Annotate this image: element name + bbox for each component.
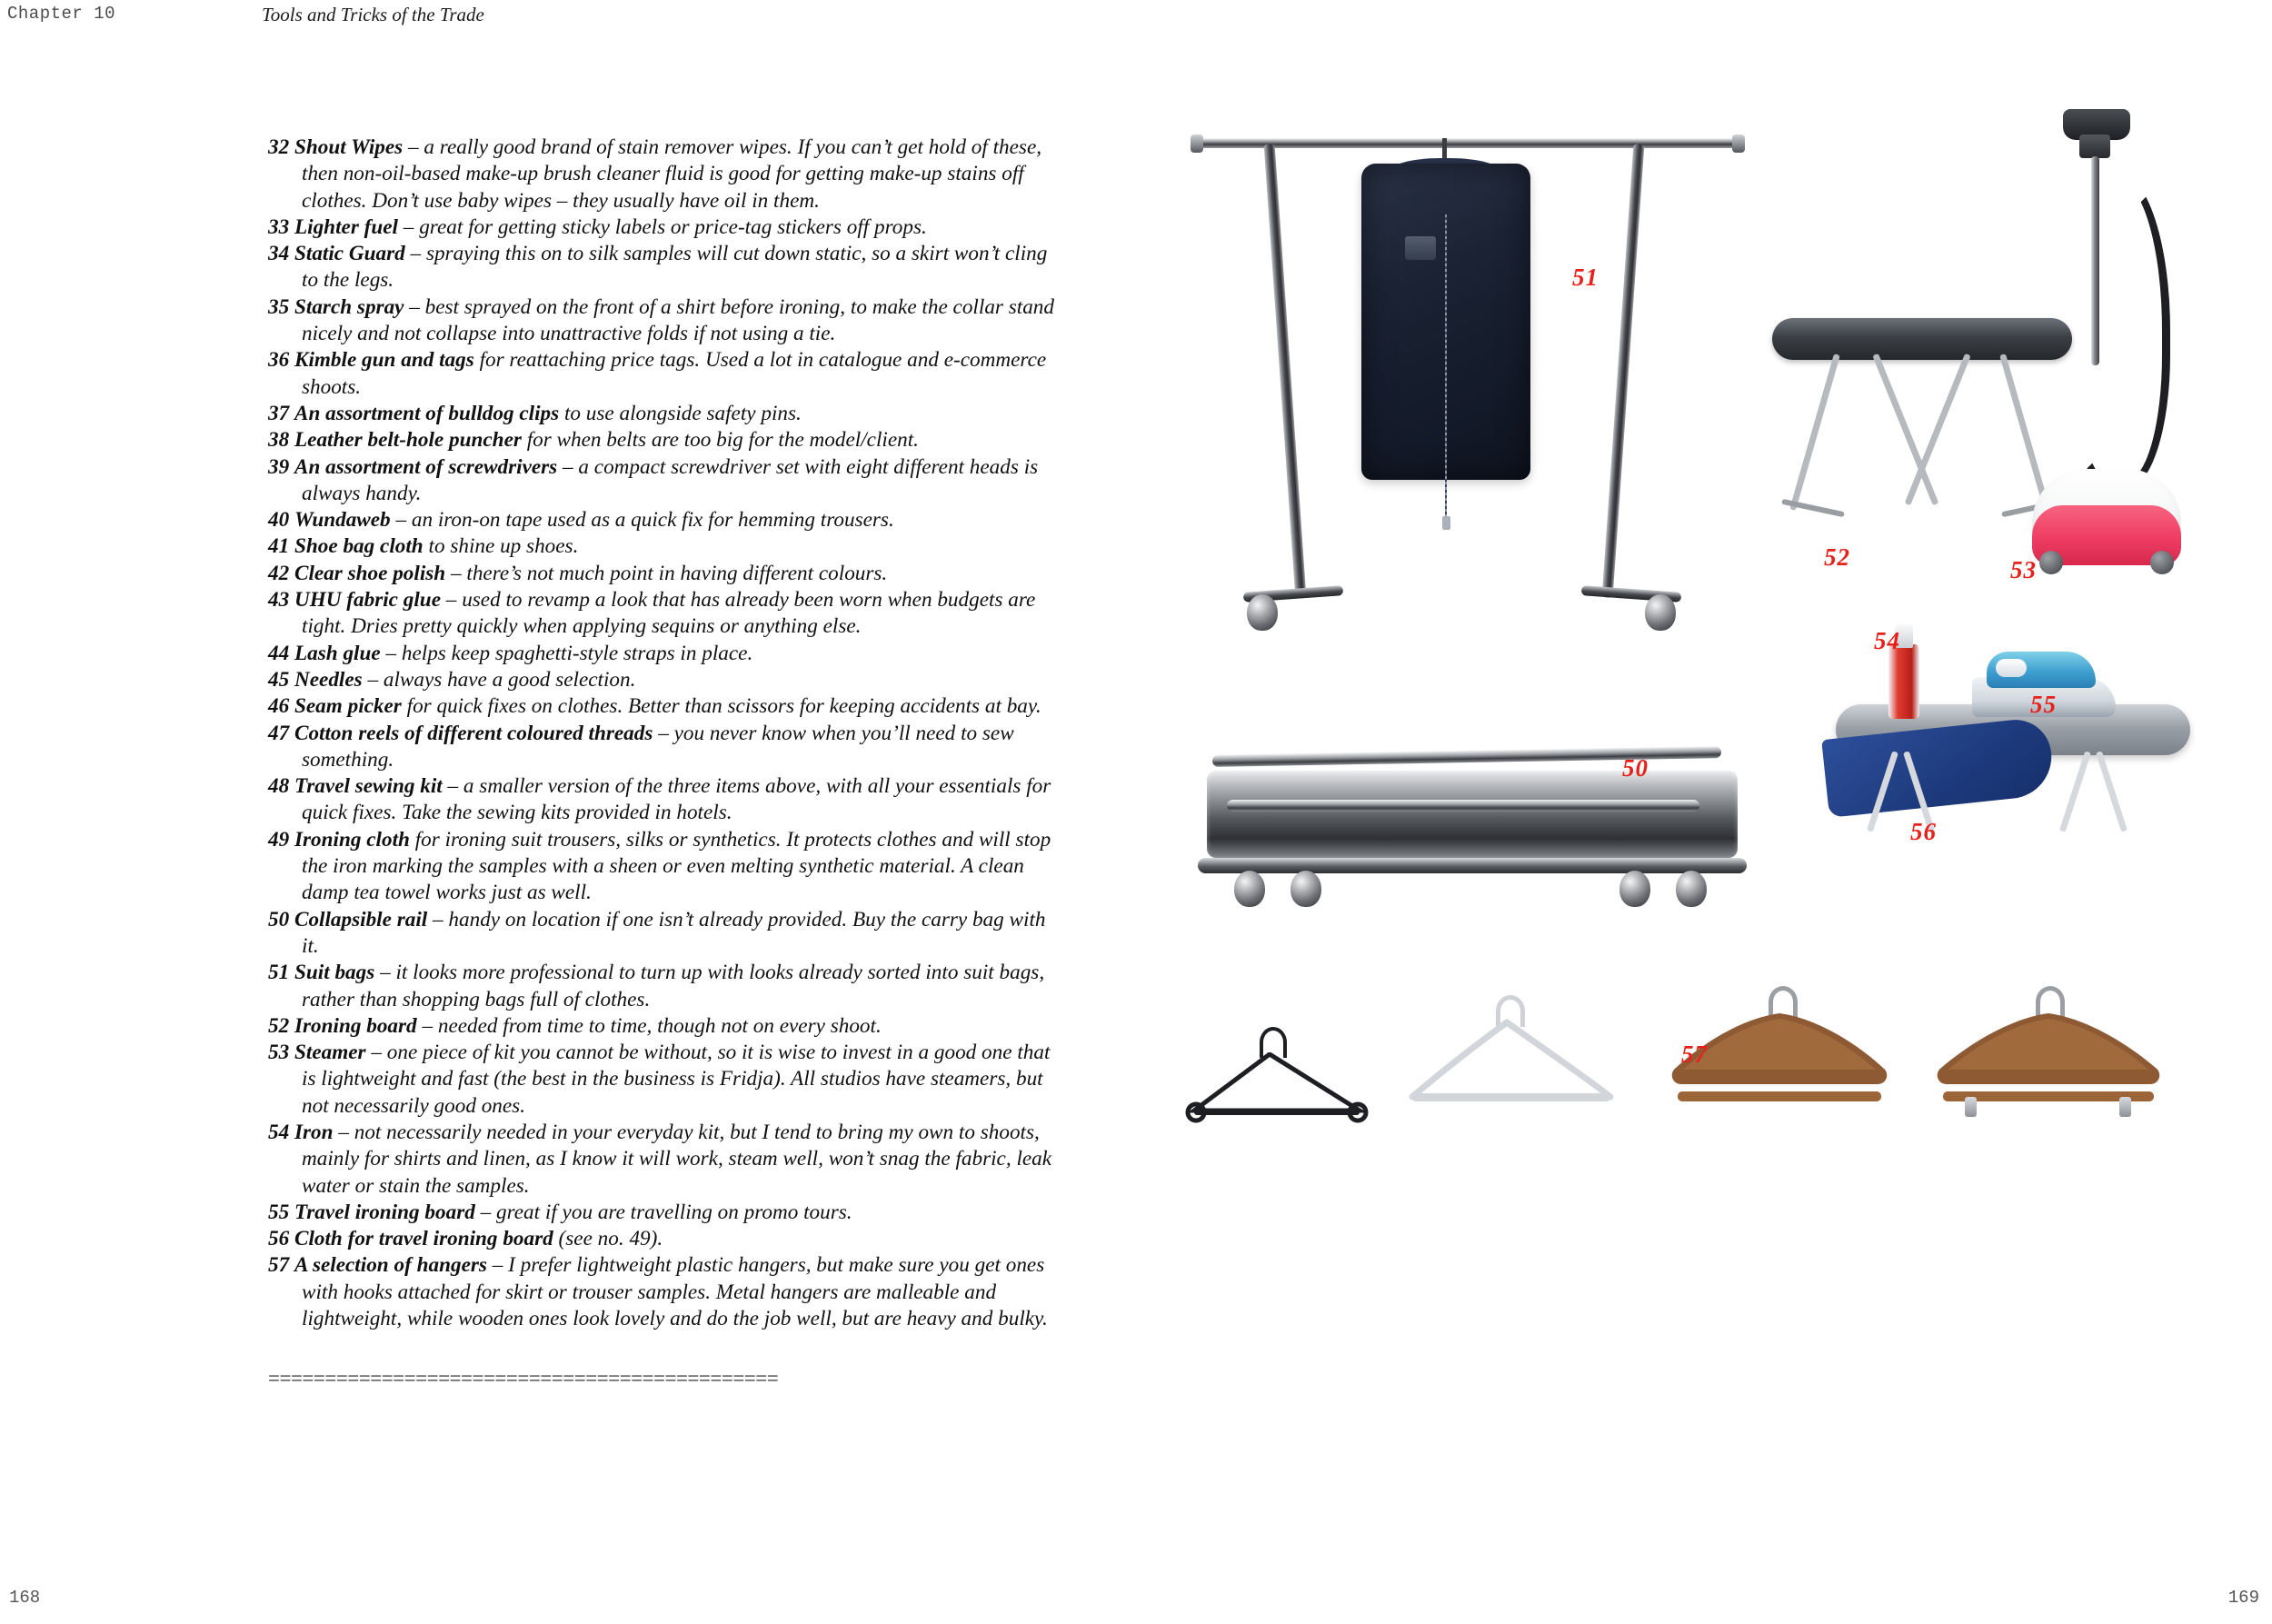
list-item-number: 43 bbox=[268, 588, 290, 613]
list-item-term: An assortment of bulldog clips bbox=[294, 401, 560, 425]
list-item-term: Steamer bbox=[294, 1041, 366, 1065]
rail-upright-left bbox=[1264, 144, 1307, 598]
list-item-term: Cotton reels of different coloured threads bbox=[294, 721, 653, 745]
list-item-description: – always have a good selection. bbox=[362, 667, 636, 692]
hanger-white-outline bbox=[1398, 1019, 1625, 1128]
list-item-term: Lighter fuel bbox=[294, 214, 398, 239]
list-item-description: – helps keep spaghetti-style straps in place. bbox=[380, 641, 753, 665]
list-item-number: 33 bbox=[268, 214, 290, 239]
hanger-white-wire bbox=[1398, 995, 1625, 1131]
travel-ironing-board-photo bbox=[1809, 641, 2208, 868]
suit-bag bbox=[1361, 164, 1530, 480]
list-item-term: Shout Wipes bbox=[294, 135, 404, 159]
list-item-number: 34 bbox=[268, 242, 290, 266]
ironing-board-leg-c bbox=[1872, 354, 1938, 506]
collapsible-rail-photo bbox=[1191, 745, 1754, 945]
collapsed-rail-tube-mid bbox=[1227, 800, 1699, 812]
list-item-description: – best sprayed on the front of a shirt before ironing, to make the collar stand nicely and not collapse into unattractive folds if not using a tie. bbox=[302, 294, 1054, 346]
list-item-number: 44 bbox=[268, 641, 290, 665]
running-head-chapter: Chapter 10 bbox=[7, 4, 116, 24]
list-item-term: Collapsible rail bbox=[294, 907, 428, 932]
list-item-number: 55 bbox=[268, 1200, 290, 1224]
collapsed-rail-caster-left bbox=[1234, 871, 1265, 907]
folio-left-page: 168 bbox=[9, 1588, 41, 1608]
travel-board-leg-d bbox=[2059, 751, 2091, 832]
rail-end-cap-right bbox=[1732, 135, 1745, 153]
list-item-description: – not necessarily needed in your everyday kit, but I tend to bring my own to shoots, mainly for shirts and linen, as I know it will work, steam well, won’t snag the fabric, leak water or stain the samples. bbox=[302, 1120, 1052, 1198]
list-item bbox=[268, 907, 1054, 961]
steamer-nozzle bbox=[2079, 135, 2110, 158]
list-item bbox=[268, 827, 1054, 907]
hanger-clip-right bbox=[2119, 1097, 2131, 1117]
list-item bbox=[268, 507, 1054, 533]
ironing-board-leg-a bbox=[1789, 354, 1840, 511]
hanger-black-plastic bbox=[1181, 1027, 1372, 1145]
list-item-number: 50 bbox=[268, 907, 290, 932]
travel-board-leg-b bbox=[2096, 751, 2128, 832]
list-item bbox=[268, 667, 1054, 693]
callout-50: 50 bbox=[1622, 754, 1649, 782]
collapsed-rail-caster-right bbox=[1619, 871, 1650, 907]
hanger-wooden-with-clips bbox=[1927, 986, 2172, 1131]
list-item-description: to use alongside safety pins. bbox=[559, 401, 802, 425]
list-item-term: Cloth for travel ironing board bbox=[294, 1227, 553, 1251]
list-item bbox=[268, 1226, 1054, 1252]
callout-56: 56 bbox=[1910, 818, 1937, 845]
list-item-term: Lash glue bbox=[294, 641, 381, 665]
hanger-clip-shape bbox=[1927, 1008, 2172, 1121]
list-item-description: – used to revamp a look that has already been worn when budgets are tight. Dries pretty quickly when applying sequins or anything else. bbox=[302, 588, 1036, 639]
list-item bbox=[268, 641, 1054, 667]
list-item-description: – handy on location if one isn’t already provided. Buy the carry bag with it. bbox=[302, 907, 1046, 958]
steamer-photo bbox=[1972, 109, 2217, 618]
list-item bbox=[268, 1200, 1054, 1226]
list-item-term: Wundaweb bbox=[294, 508, 391, 533]
list-item bbox=[268, 294, 1054, 348]
list-item bbox=[268, 427, 1054, 453]
rail-end-cap-left bbox=[1191, 135, 1203, 153]
list-item bbox=[268, 214, 1054, 241]
list-item-description: – an iron-on tape used as a quick fix for hemming trousers. bbox=[390, 508, 894, 533]
list-item-number: 35 bbox=[268, 294, 290, 319]
list-item-description: for reattaching price tags. Used a lot in catalogue and e-commerce shoots. bbox=[302, 348, 1047, 399]
list-item-number: 42 bbox=[268, 561, 290, 585]
list-item-term: Travel ironing board bbox=[294, 1200, 475, 1224]
list-item-description: – a really good brand of stain remover wipes. If you can’t get hold of these, then non-oil-based make-up brush cleaner fluid is good for getting make-up stains off clothes. Don’t use baby wipes – they usually have oil in them. bbox=[302, 135, 1042, 213]
list-item-description: – great for getting sticky labels or price-tag stickers off props. bbox=[398, 214, 927, 239]
folio-right-page: 169 bbox=[2227, 1588, 2259, 1608]
collapsed-rail-body bbox=[1207, 771, 1738, 858]
list-item bbox=[268, 721, 1054, 774]
list-item-term: Seam picker bbox=[294, 694, 402, 719]
list-item-number: 53 bbox=[268, 1041, 290, 1065]
list-item-number: 46 bbox=[268, 694, 290, 719]
list-item-description: – one piece of kit you cannot be without, so it is wise to invest in a good one that is lightweight and fast (the best in the business is Fridja). All studios have steamers, but not necessarily good ones. bbox=[302, 1041, 1051, 1118]
hanger-clip-left bbox=[1965, 1097, 1977, 1117]
list-item-number: 48 bbox=[268, 774, 290, 799]
list-item bbox=[268, 773, 1054, 827]
list-item-number: 32 bbox=[268, 135, 290, 159]
list-item-description: – I prefer lightweight plastic hangers, but make sure you get ones with hooks attached for skirt or trouser samples. Metal hangers are malleable and lightweight, while wooden ones look lovely and do the job well, but are heavy and bulky. bbox=[302, 1253, 1048, 1331]
callout-57: 57 bbox=[1681, 1041, 1708, 1068]
list-item bbox=[268, 135, 1054, 214]
callout-52: 52 bbox=[1824, 543, 1850, 571]
rail-caster-right bbox=[1645, 594, 1676, 631]
suit-bag-zipper-pull bbox=[1442, 516, 1450, 530]
list-item-description: – great if you are travelling on promo tours. bbox=[474, 1200, 852, 1224]
section-divider: ============================================= bbox=[268, 1367, 779, 1390]
list-item-number: 47 bbox=[268, 721, 290, 745]
list-item bbox=[268, 1013, 1054, 1040]
numbered-item-list bbox=[268, 135, 1054, 1390]
list-item-term: Needles bbox=[294, 667, 363, 692]
list-item bbox=[268, 1120, 1054, 1200]
list-item-number: 41 bbox=[268, 534, 290, 559]
suit-bag-label bbox=[1405, 236, 1436, 260]
spray-can-body bbox=[1888, 644, 1919, 719]
list-item-description: – you never know when you’ll need to sew something. bbox=[302, 721, 1014, 772]
rail-upright-right bbox=[1602, 144, 1645, 598]
list-item bbox=[268, 960, 1054, 1013]
list-item bbox=[268, 587, 1054, 641]
list-item-number: 54 bbox=[268, 1120, 290, 1144]
list-item-description: to shine up shoes. bbox=[423, 534, 579, 559]
list-item bbox=[268, 347, 1054, 401]
list-item-term: Travel sewing kit bbox=[294, 774, 443, 799]
list-item-term: Ironing board bbox=[294, 1013, 417, 1038]
list-item-term: Static Guard bbox=[294, 242, 405, 266]
steamer-wheel-left bbox=[2039, 551, 2063, 574]
list-item-description: for ironing suit trousers, silks or synthetics. It protects clothes and will stop the iron marking the samples with a sheen or even melting synthetic material. A clean damp tea towel works just as well. bbox=[302, 827, 1051, 905]
steamer-hose bbox=[2067, 173, 2170, 489]
list-item-number: 57 bbox=[268, 1253, 290, 1278]
list-item-description: – spraying this on to silk samples will cut down static, so a skirt won’t cling to the legs. bbox=[302, 242, 1048, 293]
list-item bbox=[268, 533, 1054, 560]
list-item bbox=[268, 561, 1054, 587]
callout-54: 54 bbox=[1874, 627, 1900, 654]
equipment-photo-plate bbox=[1172, 109, 2227, 1181]
collapsed-rail-base bbox=[1198, 858, 1747, 873]
callout-55: 55 bbox=[2030, 691, 2057, 718]
list-item-term: A selection of hangers bbox=[294, 1253, 487, 1278]
list-item-description: – there’s not much point in having different colours. bbox=[445, 561, 888, 585]
list-item-description: for quick fixes on clothes. Better than scissors for keeping accidents at bay. bbox=[401, 694, 1041, 719]
list-item-number: 40 bbox=[268, 508, 290, 533]
rail-caster-left bbox=[1247, 594, 1278, 631]
list-item-number: 36 bbox=[268, 348, 290, 373]
list-item-term: Suit bags bbox=[294, 961, 375, 985]
list-item-number: 39 bbox=[268, 454, 290, 479]
suit-bag-zipper bbox=[1445, 214, 1448, 520]
collapsed-rail-caster-right2 bbox=[1676, 871, 1707, 907]
iron-dial bbox=[1996, 659, 2027, 677]
callout-51: 51 bbox=[1572, 264, 1599, 291]
list-item bbox=[268, 401, 1054, 427]
list-item-term: Starch spray bbox=[294, 294, 404, 319]
list-item-description: (see no. 49). bbox=[553, 1227, 663, 1251]
list-item-number: 38 bbox=[268, 428, 290, 453]
list-item-description: – a compact screwdriver set with eight different heads is always handy. bbox=[302, 454, 1039, 505]
list-item-term: Leather belt-hole puncher bbox=[294, 428, 522, 453]
list-item-number: 51 bbox=[268, 961, 290, 985]
list-item-term: UHU fabric glue bbox=[294, 588, 441, 613]
list-item-description: – needed from time to time, though not on every shoot. bbox=[416, 1013, 882, 1038]
list-item bbox=[268, 1040, 1054, 1120]
list-item-number: 45 bbox=[268, 667, 290, 692]
list-item-description: – a smaller version of the three items above, with all your essentials for quick fixes. Take the sewing kits provided in hotels. bbox=[302, 774, 1051, 825]
garment-rail-photo bbox=[1191, 118, 1745, 718]
steamer-wheel-right bbox=[2150, 551, 2174, 574]
list-item bbox=[268, 454, 1054, 508]
list-item bbox=[268, 693, 1054, 720]
list-item-number: 49 bbox=[268, 827, 290, 852]
list-item-number: 52 bbox=[268, 1013, 290, 1038]
running-head-title: Tools and Tricks of the Trade bbox=[262, 4, 484, 25]
hanger-black-outline bbox=[1181, 1052, 1372, 1143]
list-item-term: Shoe bag cloth bbox=[294, 534, 424, 559]
list-item-description: for when belts are too big for the model/client. bbox=[521, 428, 919, 453]
list-item-number: 37 bbox=[268, 401, 290, 425]
list-item bbox=[268, 241, 1054, 294]
list-item-number: 56 bbox=[268, 1227, 290, 1251]
list-item-term: Ironing cloth bbox=[294, 827, 410, 852]
ironing-board-leg-d bbox=[1905, 354, 1971, 506]
list-item-description: – it looks more professional to turn up with looks already sorted into suit bags, rather than shopping bags full of clothes. bbox=[302, 961, 1045, 1011]
callout-53: 53 bbox=[2010, 556, 2037, 583]
list-item-term: Kimble gun and tags bbox=[294, 348, 474, 373]
list-item-term: Iron bbox=[294, 1120, 334, 1144]
list-item-term: Clear shoe polish bbox=[294, 561, 446, 585]
list-item-term: An assortment of screwdrivers bbox=[294, 454, 558, 479]
list-item bbox=[268, 1252, 1054, 1332]
collapsed-rail-caster-left2 bbox=[1290, 871, 1321, 907]
